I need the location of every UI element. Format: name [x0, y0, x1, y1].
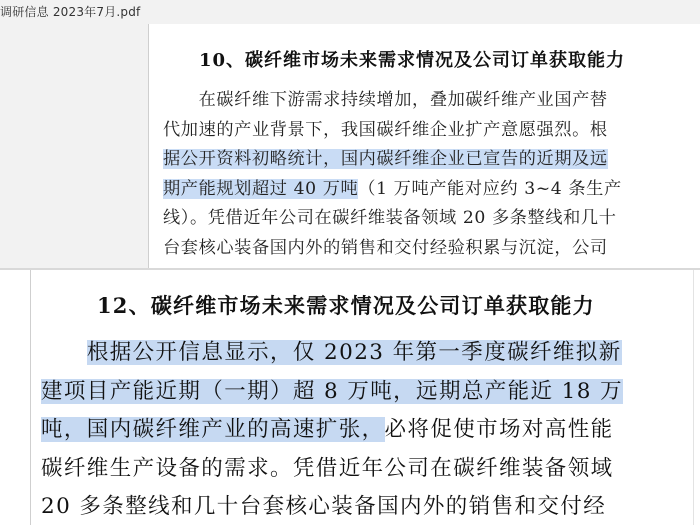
text-run: 在碳纤维下游需求持续增加，叠加碳纤维产业国产替	[163, 90, 608, 110]
text-run: （1 万吨产能对应约 3~4 条生产	[358, 178, 622, 199]
section-heading-12: 12、碳纤维市场未来需求情况及公司订单获取能力	[97, 293, 595, 318]
text-run: 必将促使市场对高性能	[384, 417, 614, 442]
text-run: 20 多条整线和几十台套核心装备国内外的销售和交付经	[41, 494, 607, 519]
paragraph-line	[41, 413, 614, 447]
paragraph-line	[163, 177, 622, 201]
paragraph-line	[163, 147, 608, 171]
text-run: 线）。凭借近年公司在碳纤维装备领域 20 多条整线和几十	[163, 208, 617, 228]
paragraph-line	[41, 490, 606, 524]
text-run: 碳纤维生产设备的需求。凭借近年公司在碳纤维装备领域	[41, 455, 614, 481]
paragraph-line	[163, 118, 608, 142]
paragraph-line	[41, 375, 623, 409]
paragraph-line	[41, 336, 622, 370]
text-run: 台套核心装备国内外的销售和交付经验积累与沉淀，公司	[163, 237, 608, 258]
highlighted-text: 根据公开信息显示，仅 2023 年第一季度碳纤维拟新	[86, 340, 622, 365]
paragraph-line	[163, 206, 617, 230]
paragraph-line	[163, 236, 608, 260]
paragraph-line	[41, 452, 614, 486]
highlighted-text: 吨，国内碳纤维产业的高速扩张，	[41, 417, 385, 442]
highlighted-text: 建项目产能近期（一期）超 8 万吨，远期总产能近 18 万	[41, 378, 623, 404]
document-page-excerpt-1	[148, 24, 700, 268]
highlighted-text: 期产能规划超过 40 万吨	[163, 178, 359, 199]
text-run: 代加速的产业背景下，我国碳纤维企业扩产意愿强烈。根	[163, 119, 608, 140]
highlighted-text: 据公开资料初略统计，国内碳纤维企业已宣告的近期及远	[163, 149, 608, 169]
paragraph-line	[163, 88, 608, 112]
text-run	[41, 340, 87, 365]
pdf-filename: 调研信息 2023年7月.pdf	[0, 5, 141, 19]
document-page-excerpt-2	[30, 270, 694, 525]
section-heading-10: 10、碳纤维市场未来需求情况及公司订单获取能力	[199, 50, 626, 71]
